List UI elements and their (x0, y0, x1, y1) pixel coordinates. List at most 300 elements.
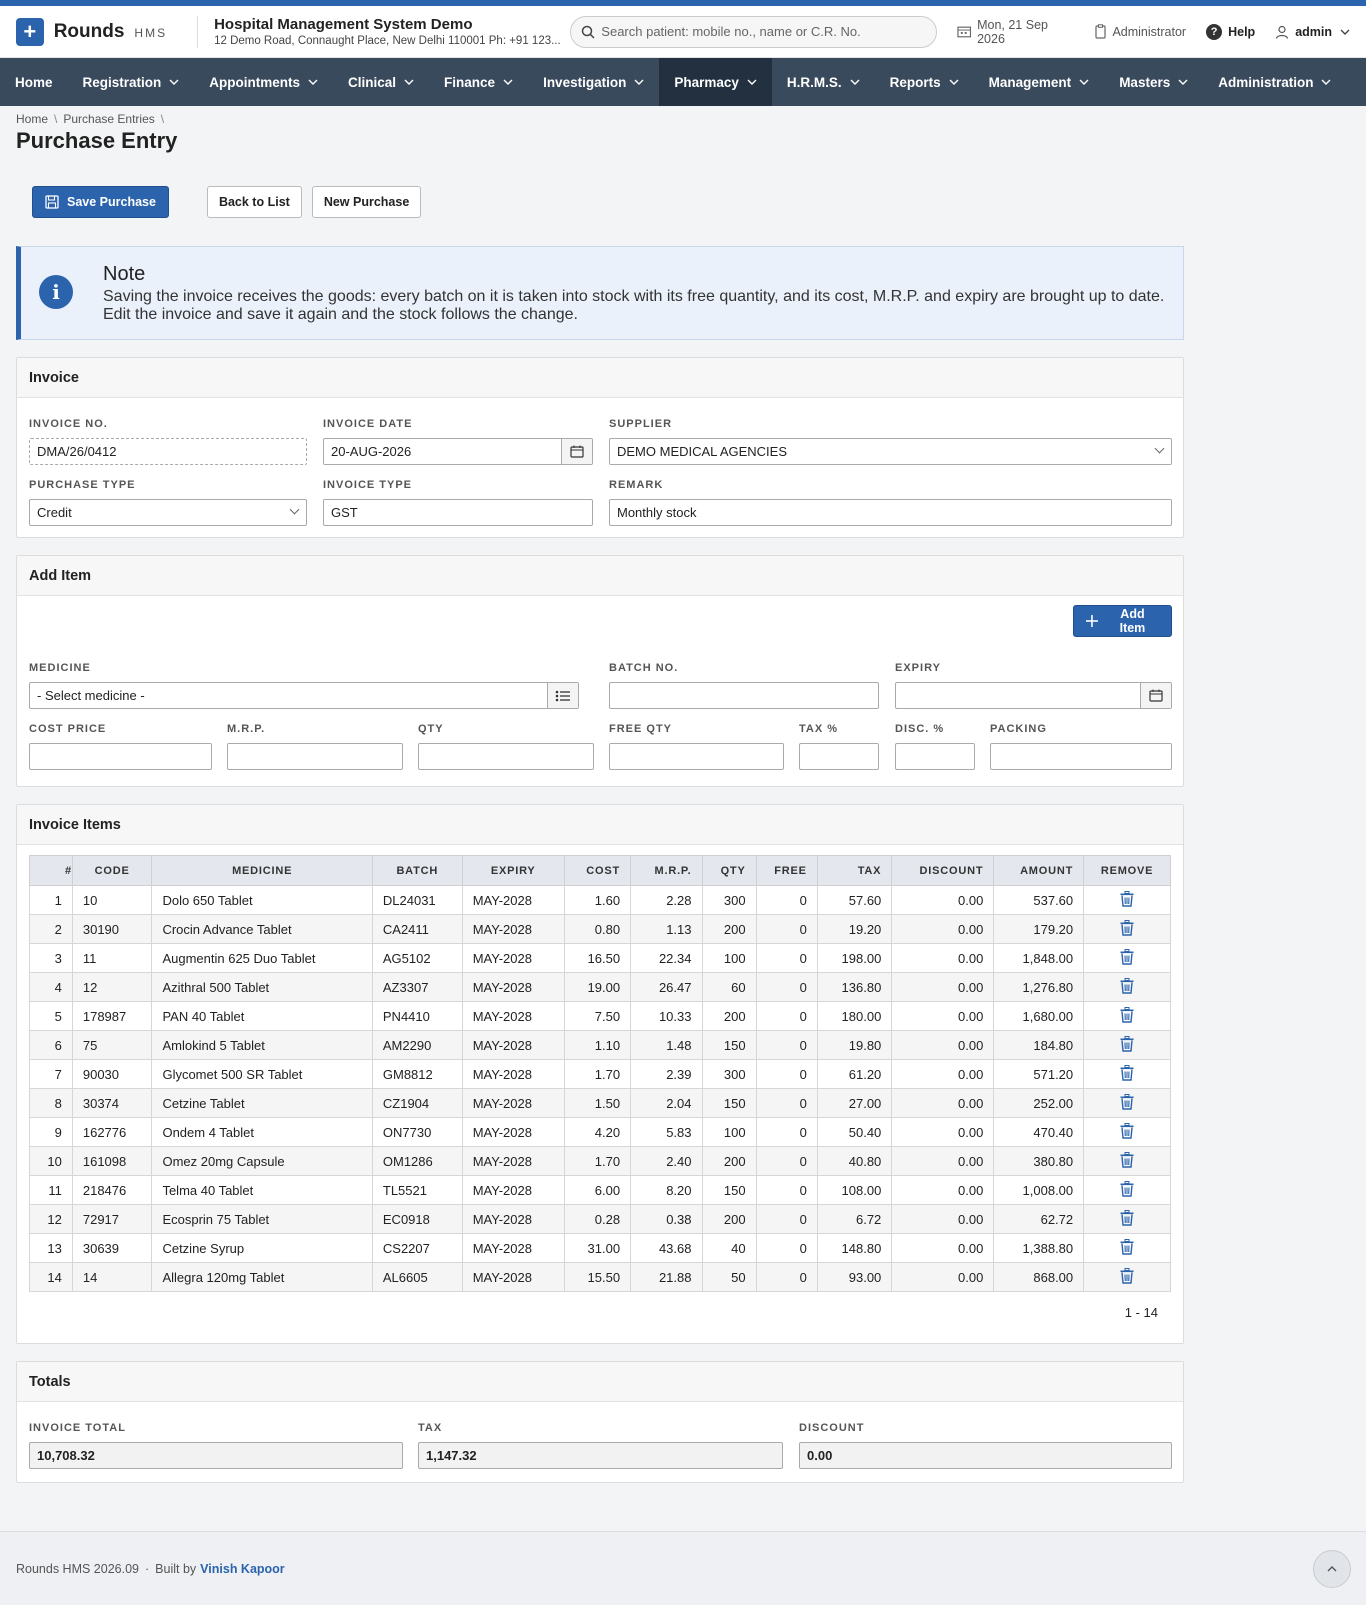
invoice-no-label: INVOICE NO. (29, 418, 108, 430)
search-icon (581, 25, 595, 39)
table-row (30, 1031, 1171, 1060)
table-row (30, 1118, 1171, 1147)
cell-amount: 62.72 (994, 1205, 1084, 1234)
cell-qty: 150 (702, 1031, 756, 1060)
cell-discount: 0.00 (892, 915, 994, 944)
help-icon: ? (1206, 24, 1222, 40)
cell-qty: 40 (702, 1234, 756, 1263)
nav-item-label: Finance (444, 74, 496, 90)
main-nav (0, 58, 1366, 106)
trash-icon[interactable] (1120, 920, 1134, 939)
table-row (30, 1234, 1171, 1263)
cell-free: 0 (756, 915, 817, 944)
invoice-total-label: INVOICE TOTAL (29, 1422, 126, 1434)
cell-expiry: MAY-2028 (462, 1147, 564, 1176)
cell-tax: 108.00 (817, 1176, 892, 1205)
cell-tax: 6.72 (817, 1205, 892, 1234)
invoice-total-field (29, 1442, 403, 1469)
calendar-icon[interactable] (1140, 683, 1171, 708)
logo-icon[interactable]: + (16, 18, 44, 46)
cell-qty: 200 (702, 1147, 756, 1176)
cell-free: 0 (756, 1147, 817, 1176)
cell-discount: 0.00 (892, 1002, 994, 1031)
new-purchase-button[interactable]: New Purchase (312, 186, 421, 218)
cell-qty: 200 (702, 915, 756, 944)
chevron-down-icon (1321, 79, 1331, 85)
footer-author-link[interactable]: Vinish Kapoor (200, 1561, 285, 1576)
mrp-label: M.R.P. (227, 723, 266, 735)
nav-item-registration[interactable] (68, 58, 195, 106)
column-header-code: CODE (72, 856, 152, 886)
cell-batch: DL24031 (372, 886, 462, 915)
cell-: 5 (30, 1002, 73, 1031)
cell-qty: 50 (702, 1263, 756, 1292)
cell-medicine: Azithral 500 Tablet (152, 973, 372, 1002)
cell-expiry: MAY-2028 (462, 1263, 564, 1292)
trash-icon[interactable] (1120, 1065, 1134, 1084)
cell-free: 0 (756, 1060, 817, 1089)
packing-label: PACKING (990, 723, 1047, 735)
remove-cell (1084, 1002, 1171, 1031)
cell-qty: 200 (702, 1205, 756, 1234)
cell-medicine: Ondem 4 Tablet (152, 1118, 372, 1147)
remove-cell (1084, 1205, 1171, 1234)
cell-code: 162776 (72, 1118, 152, 1147)
trash-icon[interactable] (1120, 1268, 1134, 1287)
header-divider (197, 16, 198, 48)
cell-expiry: MAY-2028 (462, 1002, 564, 1031)
cell-medicine: Omez 20mg Capsule (152, 1147, 372, 1176)
cell-code: 11 (72, 944, 152, 973)
nav-item-finance[interactable] (429, 58, 528, 106)
cell-medicine: Augmentin 625 Duo Tablet (152, 944, 372, 973)
cell-: 10 (30, 1147, 73, 1176)
save-purchase-button[interactable] (32, 186, 169, 218)
cell-qty: 150 (702, 1176, 756, 1205)
trash-icon[interactable] (1120, 978, 1134, 997)
cost-price-label: COST PRICE (29, 723, 107, 735)
cell-discount: 0.00 (892, 1060, 994, 1089)
nav-item-label: Home (15, 74, 53, 90)
cell-medicine: Glycomet 500 SR Tablet (152, 1060, 372, 1089)
cell-m-r-p: 2.28 (631, 886, 702, 915)
cell-discount: 0.00 (892, 973, 994, 1002)
trash-icon[interactable] (1120, 1239, 1134, 1258)
supplier-select[interactable] (609, 438, 1172, 465)
discount-total-label: DISCOUNT (799, 1422, 865, 1434)
tax-percent-field[interactable] (799, 743, 879, 770)
cell-m-r-p: 0.38 (631, 1205, 702, 1234)
chevron-down-icon (949, 79, 959, 85)
chevron-down-icon (404, 79, 414, 85)
cell-: 13 (30, 1234, 73, 1263)
invoice-heading: Invoice (17, 358, 1183, 398)
cell-medicine: Ecosprin 75 Tablet (152, 1205, 372, 1234)
cell-tax: 19.20 (817, 915, 892, 944)
disc-percent-label: DISC. % (895, 723, 945, 735)
batch-no-field[interactable] (609, 682, 879, 709)
page-footer: Rounds HMS 2026.09 · Built by Vinish Kapoor (0, 1531, 1366, 1605)
cell-medicine: Cetzine Syrup (152, 1234, 372, 1263)
trash-icon[interactable] (1120, 1094, 1134, 1113)
cell-tax: 136.80 (817, 973, 892, 1002)
nav-item-administration[interactable] (1203, 58, 1346, 106)
cell-amount: 1,680.00 (994, 1002, 1084, 1031)
cell-batch: PN4410 (372, 1002, 462, 1031)
breadcrumb-home[interactable]: Home (16, 112, 49, 126)
cell-: 1 (30, 886, 73, 915)
cell-tax: 148.80 (817, 1234, 892, 1263)
column-header-medicine: MEDICINE (152, 856, 372, 886)
cell-free: 0 (756, 1089, 817, 1118)
nav-item-label: H.R.M.S. (786, 74, 842, 90)
cell-code: 30639 (72, 1234, 152, 1263)
header-role[interactable] (1095, 24, 1186, 39)
invoice-date-label: INVOICE DATE (323, 418, 413, 430)
cell-m-r-p: 22.34 (631, 944, 702, 973)
remove-cell (1084, 1234, 1171, 1263)
cell-medicine: Dolo 650 Tablet (152, 886, 372, 915)
free-qty-field[interactable] (609, 743, 784, 770)
column-header-discount: DISCOUNT (892, 856, 994, 886)
cell-: 14 (30, 1263, 73, 1292)
cell-code: 72917 (72, 1205, 152, 1234)
cell-cost: 0.28 (564, 1205, 630, 1234)
nav-item-label: Management (988, 74, 1072, 90)
breadcrumb-purchase-entries[interactable]: Purchase Entries (63, 112, 155, 126)
cell-cost: 0.80 (564, 915, 630, 944)
supplier-label: SUPPLIER (609, 418, 673, 430)
column-header-m-r-p: M.R.P. (631, 856, 702, 886)
purchase-type-value: Credit (37, 505, 72, 520)
cell-batch: AZ3307 (372, 973, 462, 1002)
info-icon: i (39, 275, 73, 309)
cell-cost: 1.50 (564, 1089, 630, 1118)
chevron-down-icon (503, 79, 513, 85)
search-placeholder: Search patient: mobile no., name or C.R. No. (601, 24, 861, 39)
cell-free: 0 (756, 1205, 817, 1234)
remark-value: Monthly stock (617, 505, 697, 520)
cell-tax: 50.40 (817, 1118, 892, 1147)
nav-item-label: Administration (1218, 74, 1314, 90)
calendar-icon[interactable] (561, 439, 592, 464)
purchase-type-label: PURCHASE TYPE (29, 479, 136, 491)
cell-code: 30190 (72, 915, 152, 944)
cell-batch: ON7730 (372, 1118, 462, 1147)
cell-cost: 19.00 (564, 973, 630, 1002)
chevron-down-icon (290, 505, 300, 515)
invoice-card (16, 357, 1184, 538)
cell-m-r-p: 2.04 (631, 1089, 702, 1118)
cell-amount: 380.80 (994, 1147, 1084, 1176)
remove-cell (1084, 915, 1171, 944)
nav-item-label: Clinical (348, 74, 397, 90)
nav-item-h-r-m-s[interactable] (772, 58, 875, 106)
invoice-type-value: GST (331, 505, 358, 520)
trash-icon[interactable] (1120, 949, 1134, 968)
cell-free: 0 (756, 1176, 817, 1205)
remark-field[interactable] (609, 499, 1172, 526)
invoice-type-label: INVOICE TYPE (323, 479, 413, 491)
cell-discount: 0.00 (892, 1147, 994, 1176)
nav-item-label: Investigation (543, 74, 627, 90)
chevron-down-icon (850, 79, 860, 85)
trash-icon[interactable] (1120, 1152, 1134, 1171)
chevron-down-icon (1079, 79, 1089, 85)
tax-total-value: 1,147.32 (426, 1448, 477, 1463)
hospital-name: Hospital Management System Demo (214, 16, 473, 33)
cell-cost: 15.50 (564, 1263, 630, 1292)
cell-batch: AG5102 (372, 944, 462, 973)
packing-field[interactable] (990, 743, 1172, 770)
cell-tax: 61.20 (817, 1060, 892, 1089)
cell-cost: 16.50 (564, 944, 630, 973)
brand-sub: HMS (134, 25, 168, 40)
cell-batch: EC0918 (372, 1205, 462, 1234)
cell-amount: 571.20 (994, 1060, 1084, 1089)
cell-discount: 0.00 (892, 944, 994, 973)
remove-cell (1084, 1176, 1171, 1205)
cell-expiry: MAY-2028 (462, 1089, 564, 1118)
cell-m-r-p: 5.83 (631, 1118, 702, 1147)
nav-item-label: Registration (82, 74, 162, 90)
note-text: Saving the invoice receives the goods: every batch on it is taken into stock with its free quantity, and its cost, M.R.P. and expiry are brought up to date. Edit the invoice and save it again and the stock follows the change. (103, 288, 1165, 323)
cell-code: 178987 (72, 1002, 152, 1031)
table-row (30, 944, 1171, 973)
page-title: Purchase Entry (16, 128, 178, 153)
remove-cell (1084, 973, 1171, 1002)
chevron-down-icon (634, 79, 644, 85)
table-row (30, 1002, 1171, 1031)
nav-item-appointments[interactable] (194, 58, 333, 106)
table-row (30, 1060, 1171, 1089)
add-item-label: Add Item (1119, 607, 1146, 635)
chevron-down-icon (1178, 79, 1188, 85)
cell-free: 0 (756, 1263, 817, 1292)
cell-qty: 300 (702, 886, 756, 915)
nav-item-investigation[interactable] (528, 58, 659, 106)
nav-item-clinical[interactable] (333, 58, 429, 106)
scroll-to-top-button[interactable] (1313, 1550, 1351, 1588)
trash-icon[interactable] (1120, 1181, 1134, 1200)
invoice-date-value: 20-AUG-2026 (331, 444, 412, 459)
trash-icon[interactable] (1120, 1210, 1134, 1229)
cell-amount: 1,388.80 (994, 1234, 1084, 1263)
expiry-field[interactable] (895, 682, 1172, 709)
medicine-select[interactable] (29, 682, 579, 709)
help-link[interactable] (1206, 24, 1255, 40)
cell-batch: TL5521 (372, 1176, 462, 1205)
nav-item-label: Appointments (209, 74, 301, 90)
tax-total-field (418, 1442, 783, 1469)
chevron-down-icon (1155, 444, 1165, 454)
cell-batch: CZ1904 (372, 1089, 462, 1118)
table-row (30, 1205, 1171, 1234)
column-header-amount: AMOUNT (994, 856, 1084, 886)
help-text: Help (1228, 24, 1256, 39)
remove-cell (1084, 1031, 1171, 1060)
cell-discount: 0.00 (892, 1031, 994, 1060)
nav-item-masters[interactable] (1104, 58, 1203, 106)
cell-qty: 100 (702, 944, 756, 973)
disc-percent-field[interactable] (895, 743, 975, 770)
table-row (30, 1147, 1171, 1176)
remove-cell (1084, 1118, 1171, 1147)
cell-discount: 0.00 (892, 1263, 994, 1292)
column-header-batch: BATCH (372, 856, 462, 886)
column-header-cost: COST (564, 856, 630, 886)
trash-icon[interactable] (1120, 1036, 1134, 1055)
remove-cell (1084, 1089, 1171, 1118)
table-row (30, 1089, 1171, 1118)
cell-amount: 184.80 (994, 1031, 1084, 1060)
cell-expiry: MAY-2028 (462, 944, 564, 973)
medicine-label: MEDICINE (29, 662, 91, 674)
calendar-icon (957, 25, 971, 38)
cell-m-r-p: 2.40 (631, 1147, 702, 1176)
cell-free: 0 (756, 1031, 817, 1060)
save-purchase-label: Save Purchase (67, 195, 156, 209)
cell-: 4 (30, 973, 73, 1002)
nav-item-management[interactable] (974, 58, 1105, 106)
purchase-type-select[interactable] (29, 499, 307, 526)
cell-tax: 27.00 (817, 1089, 892, 1118)
cell-expiry: MAY-2028 (462, 1031, 564, 1060)
remove-cell (1084, 886, 1171, 915)
cell-m-r-p: 8.20 (631, 1176, 702, 1205)
user-menu[interactable] (1275, 25, 1350, 39)
cell-cost: 7.50 (564, 1002, 630, 1031)
list-icon[interactable] (547, 683, 578, 708)
invoice-total-value: 10,708.32 (37, 1448, 95, 1463)
add-item-heading: Add Item (17, 556, 1183, 596)
invoice-items-card (16, 804, 1184, 1344)
hospital-info (214, 16, 570, 47)
table-row (30, 886, 1171, 915)
nav-item-home[interactable] (0, 58, 68, 106)
cell-code: 161098 (72, 1147, 152, 1176)
cost-price-field[interactable] (29, 743, 212, 770)
cell-discount: 0.00 (892, 1205, 994, 1234)
cell-batch: AM2290 (372, 1031, 462, 1060)
tax-percent-label: TAX % (799, 723, 839, 735)
chevron-up-icon (1327, 1566, 1337, 1572)
cell-free: 0 (756, 1118, 817, 1147)
chevron-down-icon (169, 79, 179, 85)
nav-item-pharmacy[interactable] (659, 58, 772, 106)
mrp-field[interactable] (227, 743, 403, 770)
invoice-type-field[interactable] (323, 499, 593, 526)
cell-free: 0 (756, 973, 817, 1002)
cell-medicine: PAN 40 Tablet (152, 1002, 372, 1031)
cell-code: 218476 (72, 1176, 152, 1205)
column-header-qty: QTY (702, 856, 756, 886)
trash-icon[interactable] (1120, 1007, 1134, 1026)
cell-: 9 (30, 1118, 73, 1147)
cell-: 3 (30, 944, 73, 973)
cell-medicine: Crocin Advance Tablet (152, 915, 372, 944)
add-item-button[interactable] (1073, 605, 1172, 637)
cell-: 6 (30, 1031, 73, 1060)
cell-m-r-p: 2.39 (631, 1060, 702, 1089)
trash-icon[interactable] (1120, 891, 1134, 910)
cell-qty: 100 (702, 1118, 756, 1147)
chevron-down-icon (308, 79, 318, 85)
note-title: Note (103, 263, 146, 285)
cell-amount: 868.00 (994, 1263, 1084, 1292)
cell-code: 14 (72, 1263, 152, 1292)
cell-batch: OM1286 (372, 1147, 462, 1176)
nav-item-reports[interactable] (875, 58, 974, 106)
cell-batch: GM8812 (372, 1060, 462, 1089)
column-header-expiry: EXPIRY (462, 856, 564, 886)
cell-batch: CS2207 (372, 1234, 462, 1263)
breadcrumb: Home \ Purchase Entries \ (16, 112, 165, 126)
nav-item-label: Masters (1119, 74, 1171, 90)
cell-tax: 57.60 (817, 886, 892, 915)
pagination-info: 1 - 14 (1124, 1305, 1158, 1320)
cell-cost: 1.10 (564, 1031, 630, 1060)
cell-expiry: MAY-2028 (462, 1176, 564, 1205)
cell-amount: 179.20 (994, 915, 1084, 944)
invoice-no-field[interactable] (29, 438, 307, 465)
header-date (957, 18, 1076, 46)
invoice-items-table (29, 855, 1171, 1292)
brand-name[interactable]: Rounds (53, 20, 125, 42)
qty-field[interactable] (418, 743, 594, 770)
date-text: Mon, 21 Sep 2026 (977, 17, 1048, 46)
cell-cost: 1.70 (564, 1060, 630, 1089)
back-to-list-button[interactable]: Back to List (207, 186, 302, 218)
cell-amount: 1,848.00 (994, 944, 1084, 973)
cell-discount: 0.00 (892, 1089, 994, 1118)
discount-total-field (799, 1442, 1172, 1469)
cell-code: 12 (72, 973, 152, 1002)
cell-expiry: MAY-2028 (462, 1118, 564, 1147)
cell-m-r-p: 1.13 (631, 915, 702, 944)
clipboard-icon (1095, 24, 1106, 39)
cell-tax: 180.00 (817, 1002, 892, 1031)
hospital-address: 12 Demo Road, Connaught Place, New Delhi 110001 Ph: +91 123... (214, 35, 561, 47)
cell-discount: 0.00 (892, 1234, 994, 1263)
table-row (30, 1263, 1171, 1292)
footer-built-by: Built by (155, 1561, 197, 1576)
patient-search-input[interactable] (570, 16, 936, 48)
remark-label: REMARK (609, 479, 664, 491)
cell-qty: 200 (702, 1002, 756, 1031)
role-text: Administrator (1112, 24, 1187, 39)
cell-expiry: MAY-2028 (462, 1205, 564, 1234)
cell-medicine: Cetzine Tablet (152, 1089, 372, 1118)
cell-amount: 470.40 (994, 1118, 1084, 1147)
cell-cost: 6.00 (564, 1176, 630, 1205)
invoice-items-heading: Invoice Items (17, 805, 1183, 845)
cell-tax: 40.80 (817, 1147, 892, 1176)
cell-m-r-p: 43.68 (631, 1234, 702, 1263)
table-row (30, 973, 1171, 1002)
cell-batch: CA2411 (372, 915, 462, 944)
cell-medicine: Telma 40 Tablet (152, 1176, 372, 1205)
save-icon (45, 195, 59, 209)
cell-free: 0 (756, 886, 817, 915)
table-row (30, 915, 1171, 944)
invoice-date-field[interactable] (323, 438, 593, 465)
trash-icon[interactable] (1120, 1123, 1134, 1142)
cell-expiry: MAY-2028 (462, 1234, 564, 1263)
cell-: 2 (30, 915, 73, 944)
cell-qty: 150 (702, 1089, 756, 1118)
remove-cell (1084, 1263, 1171, 1292)
